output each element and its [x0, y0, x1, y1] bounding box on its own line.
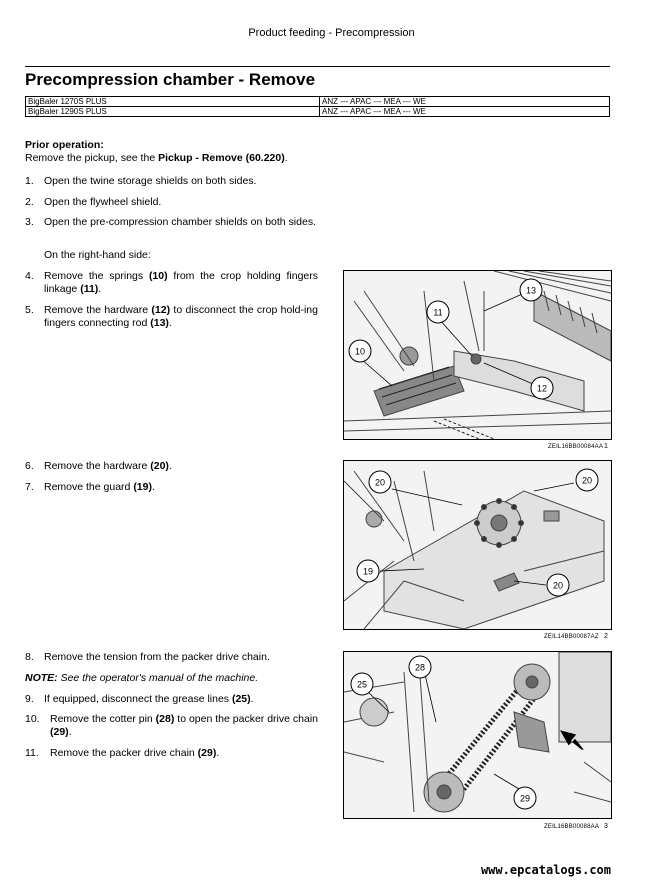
step-text: [50, 747, 318, 760]
callout-ref: (10): [148, 270, 168, 282]
figure-2-image: [343, 460, 612, 630]
step-text-part: .: [168, 317, 172, 329]
step-text: Remove the tension from the packer drive chain.: [44, 651, 270, 663]
callout-ref: (12): [151, 304, 171, 316]
callout-label: 28: [414, 662, 426, 673]
callout-ref: (29): [50, 726, 69, 738]
figure-1-number: 1: [604, 443, 608, 450]
callout-label: 25: [356, 679, 368, 690]
figure-2-illustration: [344, 461, 611, 629]
step-number: 4.: [25, 270, 34, 282]
step-text: [44, 481, 318, 494]
figure-2-reference: ZEIL14BB00087AZ: [544, 634, 599, 640]
figure-3-image: [343, 651, 612, 819]
step-text-part: to open the packer drive chain: [174, 713, 318, 725]
step-text-part: .: [216, 747, 220, 759]
step-number: 7.: [25, 481, 34, 493]
model-cell: BigBaler 1270S PLUS: [26, 97, 320, 107]
step-text-part: .: [168, 460, 172, 472]
step-number: 1.: [25, 175, 34, 187]
callout-ref: (19): [133, 481, 152, 493]
step-text: Open the pre-compression chamber shields on both sides.: [44, 216, 316, 228]
callout-ref: (25): [231, 693, 251, 705]
side-note: On the right-hand side:: [44, 249, 151, 261]
callout-label: 20: [552, 580, 564, 591]
callout-ref: (11): [80, 283, 99, 295]
figure-2-number: 2: [604, 633, 608, 640]
markets-cell: ANZ --- APAC --- MEA --- WE: [320, 97, 610, 107]
step-text: [44, 270, 318, 296]
note-text: See the operator's manual of the machine.: [57, 672, 259, 684]
prior-text-prefix: Remove the pickup, see the: [25, 152, 159, 164]
callout-label: 20: [374, 477, 386, 488]
step-text: [44, 693, 318, 706]
figure-1-image: [343, 270, 612, 440]
step-text-part: Remove the hardware: [44, 460, 151, 472]
step-text-part: .: [250, 693, 254, 705]
markets-cell: ANZ --- APAC --- MEA --- WE: [320, 107, 610, 117]
prior-procedure-link[interactable]: Pickup - Remove (60.220): [158, 152, 285, 164]
step-text-part: .: [98, 283, 102, 295]
step-text: [50, 713, 318, 739]
figure-3-illustration: [344, 652, 611, 818]
model-cell: BigBaler 1290S PLUS: [26, 107, 320, 117]
step-text-part: Remove the cotter pin: [50, 713, 156, 725]
step-text-part: Remove the springs: [44, 270, 149, 282]
step-text-part: to disconnect the crop hold-ing fingers connecting rod: [44, 304, 318, 329]
step-text: [44, 460, 318, 473]
table-row: [26, 97, 610, 107]
callout-label: 20: [581, 475, 593, 486]
callout-label: 12: [536, 383, 548, 394]
figure-3-reference: ZEIL16BB00088AA: [544, 824, 600, 830]
footer-watermark-url[interactable]: www.epcatalogs.com: [480, 863, 611, 877]
step-number: 6.: [25, 460, 34, 472]
callout-label: 13: [525, 285, 537, 296]
step-text-part: Remove the guard: [44, 481, 134, 493]
step-text: [44, 304, 318, 330]
page-title: Precompression chamber - Remove: [25, 70, 316, 89]
step-number: 3.: [25, 216, 34, 228]
step-number: 2.: [25, 196, 34, 208]
step-text-part: from the crop holding fingers linkage: [44, 270, 318, 295]
step-text-part: If equipped, disconnect the grease lines: [44, 693, 232, 705]
step-text: Open the twine storage shields on both sides.: [44, 175, 257, 187]
step-number: 11.: [25, 747, 39, 759]
table-row: [26, 107, 610, 117]
step-number: 8.: [25, 651, 34, 663]
figure-3-number: 3: [604, 823, 608, 830]
note: [25, 672, 325, 685]
model-applicability-table: [25, 96, 610, 117]
callout-ref: (20): [150, 460, 169, 472]
callout-label: 10: [354, 346, 366, 357]
step-text-part: Remove the packer drive chain: [50, 747, 198, 759]
prior-operation-text: [25, 152, 288, 165]
callout-ref: (29): [197, 747, 217, 759]
callout-ref: (28): [155, 713, 175, 725]
step-text: Open the flywheel shield.: [44, 196, 162, 208]
callout-label: 11: [433, 307, 443, 318]
step-text-part: .: [152, 481, 155, 493]
prior-operation-heading: Prior operation:: [25, 139, 104, 151]
step-number: 9.: [25, 693, 34, 705]
note-label: NOTE:: [25, 672, 58, 684]
callout-label: 19: [362, 566, 374, 577]
callout-ref: (13): [150, 317, 169, 329]
step-text-part: Remove the hardware: [44, 304, 152, 316]
header-rule: [25, 66, 610, 67]
prior-text-suffix: .: [284, 152, 288, 164]
step-text-part: .: [68, 726, 72, 738]
figure-1-illustration: [344, 271, 611, 439]
step-number: 10.: [25, 713, 40, 725]
callout-label: 29: [519, 793, 531, 804]
section-header: Product feeding - Precompression: [248, 27, 415, 39]
step-number: 5.: [25, 304, 34, 316]
figure-1-reference: ZEIL16BB00084AA: [548, 444, 604, 450]
